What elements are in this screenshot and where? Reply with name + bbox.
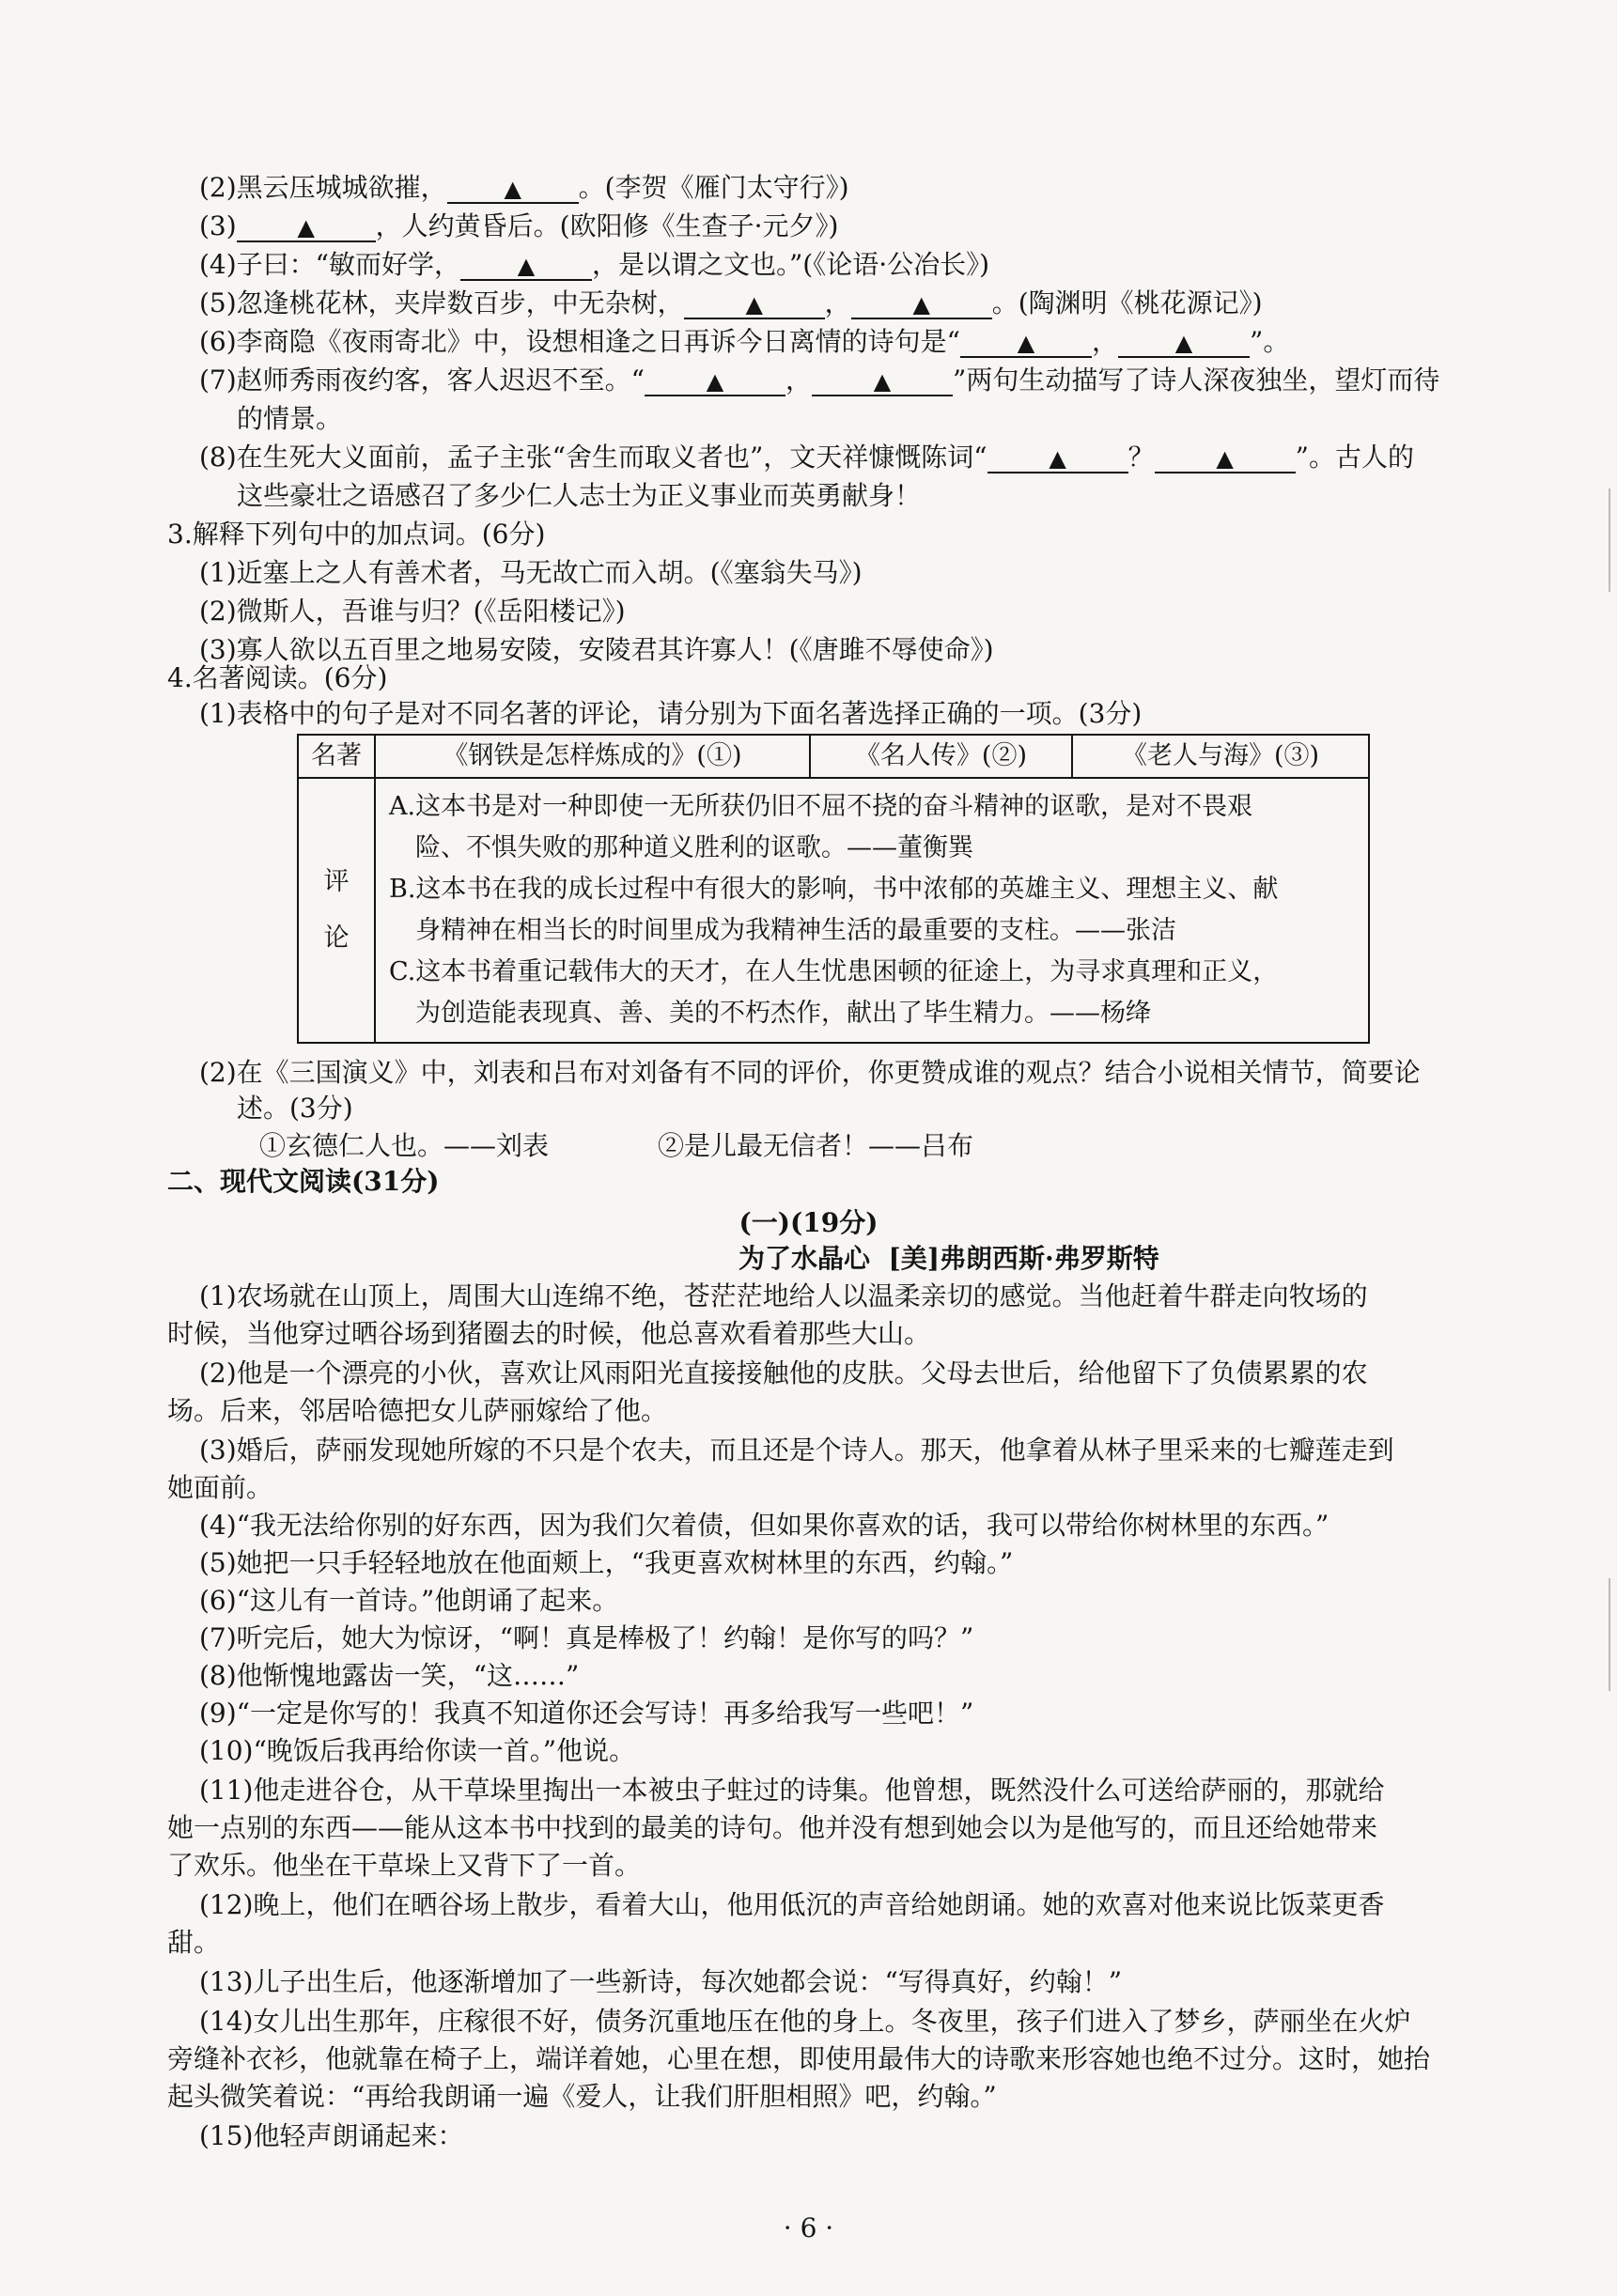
paragraph-11: (11)他走进谷仓，从干草垛里掏出一本被虫子蛀过的诗集。他曾想，既然没什么可送给萨丽的，那就给 <box>199 1775 1385 1806</box>
answer-blank[interactable]: ▲ <box>1155 443 1296 473</box>
review-b-line-1: B.这本书在我的成长过程中有很大的影响，书中浓郁的英雄主义、理想主义、献 <box>389 875 1279 904</box>
q4-sub1: (1)表格中的句子是对不同名著的评论，请分别为下面名著选择正确的一项。(3分) <box>199 698 1143 729</box>
answer-blank[interactable]: ▲ <box>960 328 1092 358</box>
part-1-heading: (一)(19分) <box>739 1207 878 1238</box>
review-c-line-2: 为创造能表现真、善、美的不朽杰作，献出了毕生精力。——杨绛 <box>415 999 1151 1028</box>
paragraph-7: (7)听完后，她大为惊讶，“啊！真是棒极了！约翰！是你写的吗？” <box>199 1622 974 1653</box>
answer-blank[interactable]: ▲ <box>460 251 592 281</box>
q2-line-7-cont: 的情景。 <box>237 403 343 434</box>
q4-sub2: (2)在《三国演义》中，刘表和吕布对刘备有不同的评价，你更赞成谁的观点？结合小说相关情节，简要论 <box>199 1057 1421 1088</box>
paragraph-2-cont: 场。后来，邻居哈德把女儿萨丽嫁给了他。 <box>167 1395 668 1426</box>
q3-title: 3.解释下列句中的加点词。(6分) <box>167 519 546 550</box>
q2-line-6: (6)李商隐《夜雨寄北》中，设想相逢之日再诉今日离情的诗句是“ ▲ ， ▲ ”。 <box>199 326 1290 357</box>
scan-edge-mark <box>1609 1578 1610 1691</box>
paragraph-13: (13)儿子出生后，他逐渐增加了一些新诗，每次她都会说：“写得真好，约翰！” <box>199 1966 1123 1997</box>
review-label-cell <box>298 778 375 1043</box>
paragraph-1: (1)农场就在山顶上，周围大山连绵不绝，苍茫茫地给人以温柔亲切的感觉。当他赶着牛群走向牧场的 <box>199 1280 1368 1311</box>
quote-liubiao: ①玄德仁人也。——刘表 <box>259 1130 550 1161</box>
paragraph-9: (9)“一定是你写的！我真不知道你还会写诗！再多给我写一些吧！” <box>199 1698 974 1729</box>
review-b-line-2: 身精神在相当长的时间里成为我精神生活的最重要的支柱。——张洁 <box>415 916 1176 945</box>
quote-lvbu: ②是儿最无信者！——吕布 <box>658 1130 974 1161</box>
q3-sentence-3: (3)寡人欲以五百里之地易安陵，安陵君其许寡人！(《唐雎不辱使命》) <box>199 634 994 665</box>
article-author: [美]弗朗西斯·弗罗斯特 <box>888 1243 1159 1274</box>
paragraph-3: (3)婚后，萨丽发现她所嫁的不只是个农夫，而且还是个诗人。那天，他拿着从林子里采来的七瓣莲走到 <box>199 1435 1394 1466</box>
answer-blank[interactable]: ▲ <box>645 366 785 396</box>
table-header-cell: 《名人传》(②) <box>810 735 1072 778</box>
q2-line-7: (7)赵师秀雨夜约客，客人迟迟不至。“ ▲ ， ▲ ”两句生动描写了诗人深夜独坐，望灯而待 <box>199 365 1440 396</box>
paragraph-8: (8)他惭愧地露齿一笑，“这……” <box>199 1660 580 1691</box>
review-label-char: 论 <box>323 923 350 953</box>
table-header-cell: 《钢铁是怎样炼成的》(①) <box>375 735 810 778</box>
section-2-title: 二、现代文阅读(31分) <box>167 1166 440 1197</box>
paragraph-12-cont: 甜。 <box>167 1927 221 1958</box>
reviews-cell <box>375 778 1369 1043</box>
paragraph-1-cont: 时候，当他穿过晒谷场到猪圈去的时候，他总喜欢看着那些大山。 <box>167 1318 931 1349</box>
paragraph-5: (5)她把一只手轻轻地放在他面颊上，“我更喜欢树林里的东西，约翰。” <box>199 1547 1014 1578</box>
answer-blank[interactable]: ▲ <box>1118 328 1250 358</box>
paragraph-15: (15)他轻声朗诵起来： <box>199 2120 464 2151</box>
q2-line-8-cont: 这些豪壮之语感召了多少仁人志士为正义事业而英勇献身！ <box>237 480 922 511</box>
paragraph-10: (10)“晚饭后我再给你读一首。”他说。 <box>199 1735 636 1766</box>
review-label-char: 评 <box>323 867 350 896</box>
table-review-row <box>298 778 1369 1043</box>
answer-blank[interactable]: ▲ <box>684 289 825 319</box>
table-header-cell: 《老人与海》(③) <box>1072 735 1369 778</box>
q3-sentence-2: (2)微斯人，吾谁与归？(《岳阳楼记》) <box>199 596 626 627</box>
page-number: · 6 · <box>783 2212 834 2243</box>
review-c-line-1: C.这本书着重记载伟大的天才，在人生忧患困顿的征途上，为寻求真理和正义， <box>389 957 1279 986</box>
paragraph-14: (14)女儿出生那年，庄稼很不好，债务沉重地压在他的身上。冬夜里，孩子们进入了梦乡，萨丽坐在火炉 <box>199 2006 1411 2037</box>
q2-line-5: (5)忽逢桃花林，夹岸数百步，中无杂树， ▲ ， ▲ 。(陶渊明《桃花源记》) <box>199 287 1263 318</box>
q2-line-4: (4)子曰：“敏而好学， ▲ ，是以谓之文也。”(《论语·公冶长》) <box>199 249 990 280</box>
q2-line-8: (8)在生死大义面前，孟子主张“舍生而取义者也”，文天祥慷慨陈词“ ▲ ？ ▲ ”。古人的 <box>199 442 1414 473</box>
paragraph-11-cont-1: 她一点别的东西——能从这本书中找到的最美的诗句。他并没有想到她会以为是他写的，而且还给她带来 <box>167 1812 1378 1843</box>
table-header-row <box>298 735 1369 778</box>
q4-sub2-cont: 述。(3分) <box>237 1093 353 1124</box>
review-a-line-1: A.这本书是对一种即使一无所获仍旧不屈不挠的奋斗精神的讴歌，是对不畏艰 <box>389 792 1253 821</box>
answer-blank[interactable]: ▲ <box>987 443 1128 473</box>
paragraph-6: (6)“这儿有一首诗。”他朗诵了起来。 <box>199 1585 619 1616</box>
paragraph-11-cont-2: 了欢乐。他坐在干草垛上又背下了一首。 <box>167 1850 642 1881</box>
paragraph-4: (4)“我无法给你别的好东西，因为我们欠着债，但如果你喜欢的话，我可以带给你树林里的东西。” <box>199 1510 1329 1541</box>
scan-edge-mark <box>1609 489 1610 592</box>
article-title: 为了水晶心 [美]弗朗西斯·弗罗斯特 <box>739 1243 1159 1274</box>
answer-blank[interactable]: ▲ <box>812 366 953 396</box>
q2-line-3: (3) ▲ ，人约黄昏后。(欧阳修《生查子·元夕》) <box>199 210 839 241</box>
paragraph-12: (12)晚上，他们在晒谷场上散步，看着大山，他用低沉的声音给她朗诵。她的欢喜对他来说比饭菜更香 <box>199 1889 1385 1920</box>
paragraph-3-cont: 她面前。 <box>167 1472 273 1503</box>
paragraph-2: (2)他是一个漂亮的小伙，喜欢让风雨阳光直接接触他的皮肤。父母去世后，给他留下了负债累累的农 <box>199 1357 1368 1388</box>
q3-sentence-1: (1)近塞上之人有善术者，马无故亡而入胡。(《塞翁失马》) <box>199 557 863 588</box>
works-review-table <box>297 734 1370 1044</box>
review-a-line-2: 险、不惧失败的那种道义胜利的讴歌。——董衡巽 <box>415 833 973 862</box>
paragraph-14-cont-2: 起头微笑着说：“再给我朗诵一遍《爱人，让我们肝胆相照》吧，约翰。” <box>167 2081 997 2112</box>
answer-blank[interactable]: ▲ <box>851 289 992 319</box>
answer-blank[interactable]: ▲ <box>237 212 376 242</box>
answer-blank[interactable]: ▲ <box>447 174 579 204</box>
q4-title: 4.名著阅读。(6分) <box>167 662 388 693</box>
q2-line-2: (2)黑云压城城欲摧， ▲ 。(李贺《雁门太守行》) <box>199 172 849 203</box>
table-header-cell: 名著 <box>298 735 375 778</box>
paragraph-14-cont-1: 旁缝补衣衫，他就靠在椅子上，端详着她，心里在想，即使用最伟大的诗歌来形容她也绝不过分。这时，她抬 <box>167 2043 1431 2074</box>
